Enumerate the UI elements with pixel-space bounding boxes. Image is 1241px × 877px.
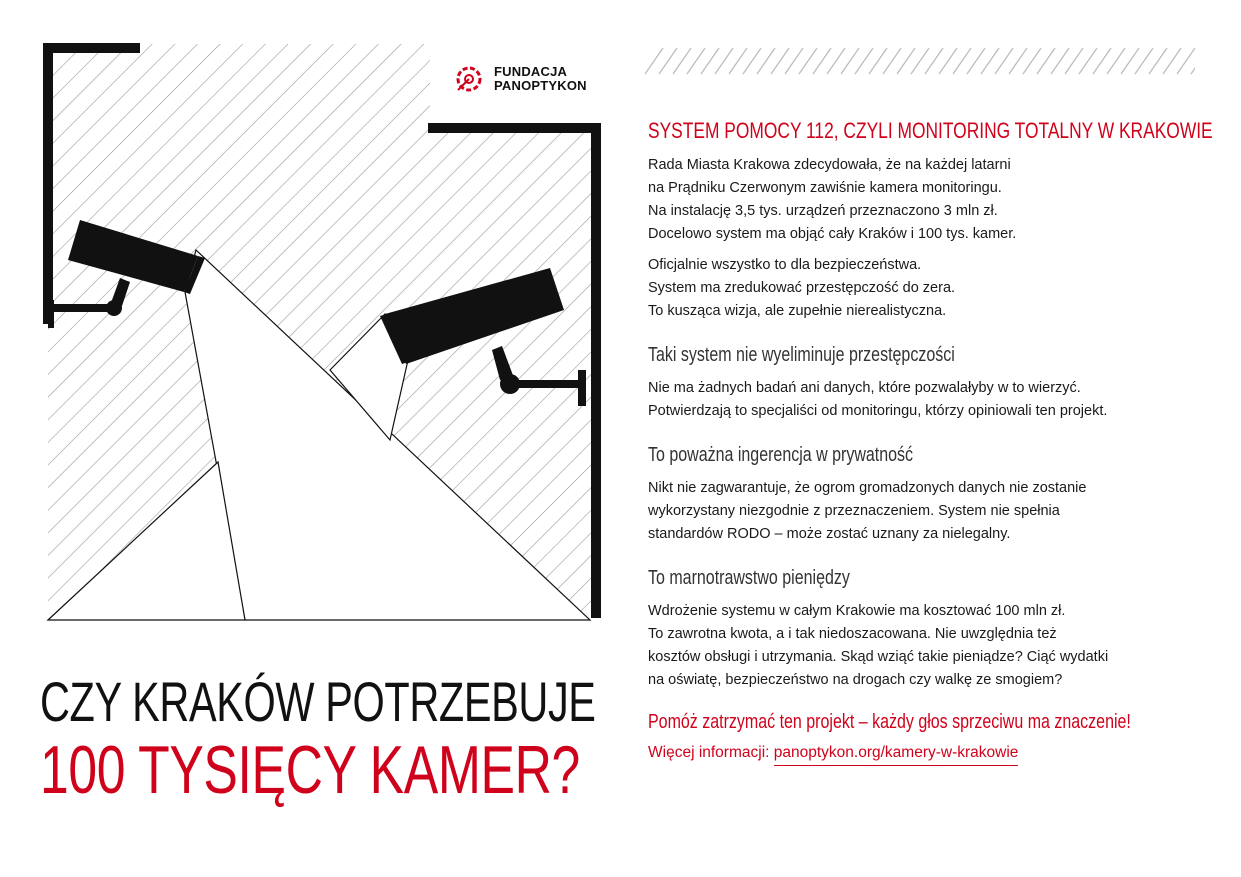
article [648,118,1213,764]
text-line: na oświatę, bezpieczeństwo na drogach czy walkę ze smogiem? [648,672,1063,688]
text-line: na Prądniku Czerwonym zawiśnie kamera monitoringu. [648,180,1002,196]
stripe-line [1065,48,1083,74]
stripe-line [841,48,859,74]
logo-line1: FUNDACJA [494,64,568,79]
text-line: Nie ma żadnych badań ani danych, które pozwalałyby w to wierzyć. [648,380,1081,396]
more-info [648,742,1198,764]
panoptykon-logo-icon [452,62,486,96]
decorative-stripes [645,46,1195,76]
stripe-line [1051,48,1069,74]
stripe-line [771,48,789,74]
stripe-line [785,48,803,74]
stripe-line [939,48,957,74]
text-line: System ma zredukować przestępczość do zera. [648,280,956,296]
text-line: wykorzystany niezgodnie z przeznaczeniem. System nie spełnia [648,503,1060,519]
panoptykon-logo [452,62,587,96]
stripe-line [855,48,873,74]
stripe-line [869,48,887,74]
stripe-line [659,48,677,74]
text-line: Nikt nie zagwarantuje, że ogrom gromadzonych danych nie zostanie [648,480,1087,496]
stripe-line [673,48,691,74]
text-line: To zawrotna kwota, a i tak niedoszacowana. Nie uwzględnia też [648,626,1057,642]
stripe-line [743,48,761,74]
stripe-line [883,48,901,74]
stripe-line [813,48,831,74]
text-line: Oficjalnie wszystko to dla bezpieczeństwa. [648,257,922,273]
headline-line2: 100 TYSIĘCY KAMER? [40,732,580,808]
more-info-link[interactable]: panoptykon.org/kamery-w-krakowie [774,744,1019,766]
stripe-line [953,48,971,74]
stripe-line [701,48,719,74]
headline-line1: CZY KRAKÓW POTRZEBUJE [40,670,596,733]
text-line: standardów RODO – może zostać uznany za nielegalny. [648,526,1011,542]
surveillance-illustration [30,30,620,630]
article-title: SYSTEM POMOCY 112, CZYLI MONITORING TOTALNY W KRAKOWIE [648,118,1213,143]
stripe-line [981,48,999,74]
text-line: Docelowo system ma objąć cały Kraków i 100 tys. kamer. [648,226,1017,242]
stripe-line [1023,48,1041,74]
stripe-line [799,48,817,74]
stripe-line [925,48,943,74]
call-to-action: Pomóż zatrzymać ten projekt – każdy głos sprzeciwu ma znaczenie! [648,711,1131,733]
logo-text [494,65,587,93]
intro-paragraph-2 [648,254,1198,323]
text-line: Wdrożenie systemu w całym Krakowie ma kosztować 100 mln zł. [648,603,1066,619]
headline [40,672,620,806]
stripe-line [757,48,775,74]
stripe-line [1009,48,1027,74]
stripe-line [1079,48,1097,74]
section-heading-crime: Taki system nie wyeliminuje przestępczości [648,344,955,366]
section-heading-money: To marnotrawstwo pieniędzy [648,567,850,589]
stripe-line [645,48,663,74]
stripe-line [1107,48,1125,74]
logo-line2: PANOPTYKON [494,78,587,93]
stripe-line [1135,48,1153,74]
stripe-line [687,48,705,74]
stripe-line [1177,48,1195,74]
text-line: Potwierdzają to specjaliści od monitoringu, którzy opiniowali ten projekt. [648,403,1108,419]
stripe-line [827,48,845,74]
text-line: To kusząca wizja, ale zupełnie nierealistyczna. [648,303,947,319]
stripe-line [1037,48,1055,74]
section-body-privacy [648,477,1198,546]
intro-paragraph-1 [648,154,1198,246]
stripe-line [995,48,1013,74]
stripe-line [897,48,915,74]
text-line: Rada Miasta Krakowa zdecydowała, że na każdej latarni [648,157,1011,173]
section-body-money [648,600,1198,692]
stripe-line [967,48,985,74]
stripe-line [1121,48,1139,74]
more-info-label: Więcej informacji: [648,744,774,761]
stripe-line [715,48,733,74]
stripe-line [1163,48,1181,74]
section-body-crime [648,377,1198,423]
text-line: Na instalację 3,5 tys. urządzeń przeznaczono 3 mln zł. [648,203,998,219]
stripe-line [1149,48,1167,74]
text-line: kosztów obsługi i utrzymania. Skąd wziąć takie pieniądze? Ciąć wydatki [648,649,1109,665]
stripe-line [1093,48,1111,74]
stripe-line [911,48,929,74]
section-heading-privacy: To poważna ingerencja w prywatność [648,444,914,466]
stripe-line [729,48,747,74]
